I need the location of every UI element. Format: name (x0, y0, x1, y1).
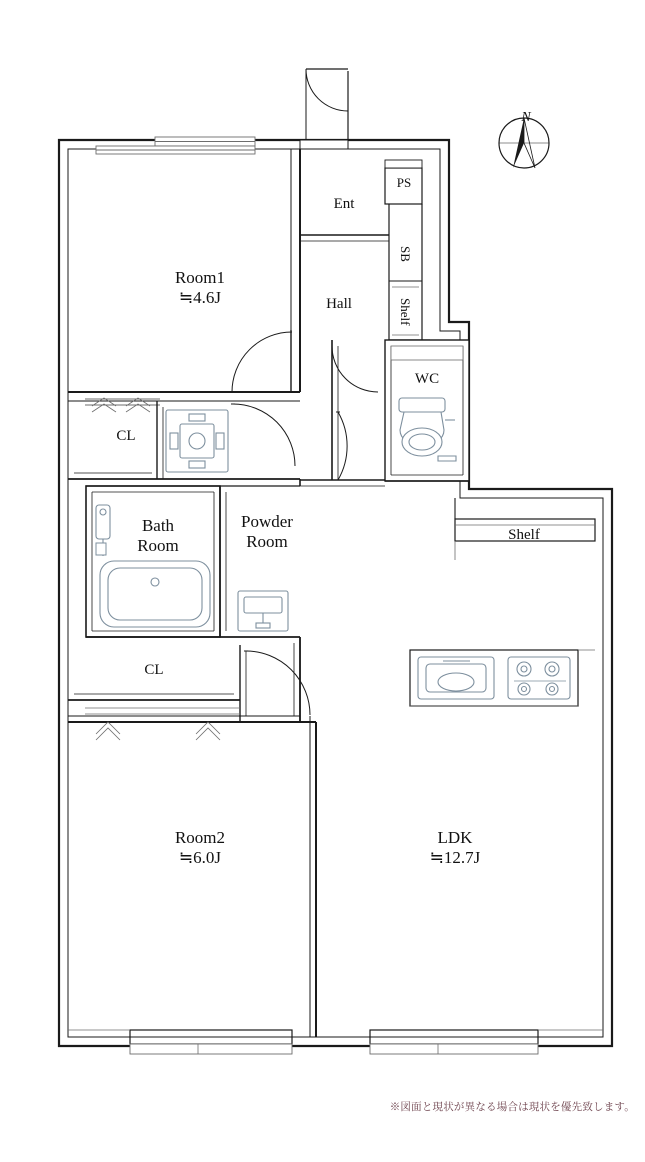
label-ldk: LDK ≒12.7J (429, 828, 481, 867)
label-ps: PS (396, 175, 412, 190)
label-sb: SB (398, 246, 413, 262)
label-shelf-hall: Shelf (398, 298, 413, 326)
label-room2: Room2 ≒6.0J (174, 828, 226, 867)
label-cl-upper: CL (116, 428, 136, 444)
label-hall: Hall (326, 296, 352, 312)
label-shelf-ldk: Shelf (508, 527, 540, 543)
label-wc: WC (414, 371, 440, 387)
label-powder-room: Powder Room (241, 512, 293, 551)
label-ent: Ent (333, 196, 355, 212)
label-cl-lower: CL (144, 662, 164, 678)
disclaimer-note: ※図面と現状が異なる場合は現状を優先致します。 (389, 1101, 635, 1113)
label-room1: Room1 ≒4.6J (174, 268, 226, 307)
compass-north-label: N (521, 110, 531, 125)
label-bath-room: Bath Room (137, 516, 179, 555)
